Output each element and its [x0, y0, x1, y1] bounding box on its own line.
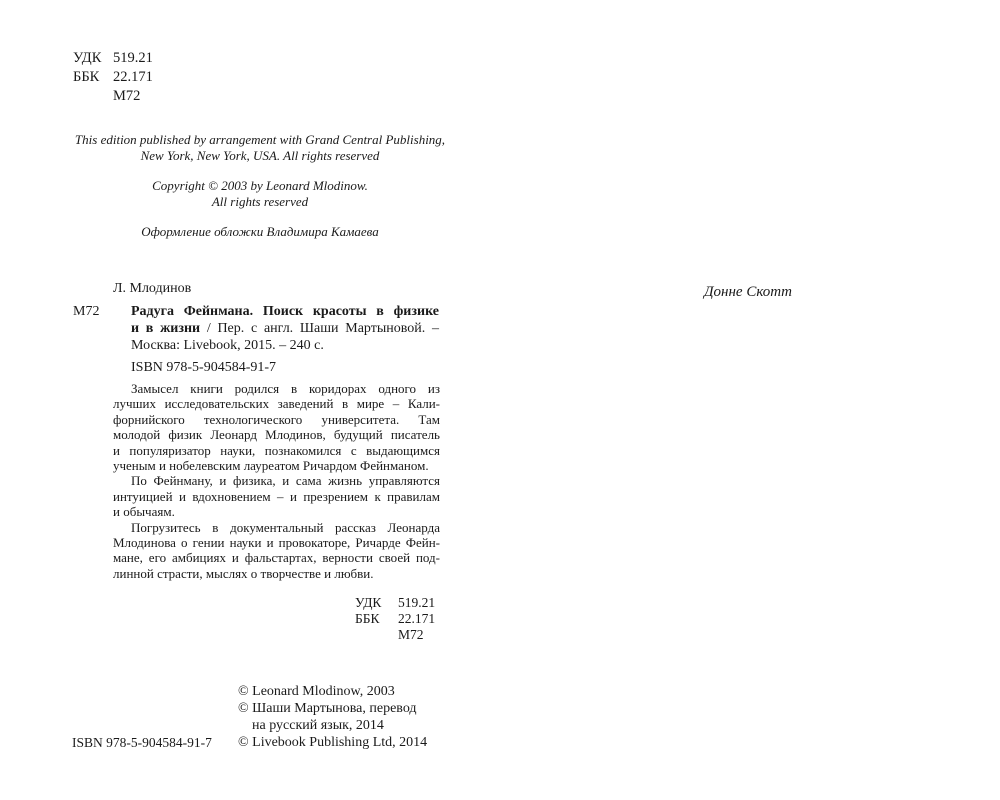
- bbk-value: 22.171: [398, 611, 436, 626]
- bbk-row: [73, 68, 153, 87]
- udk-block-top: [73, 49, 153, 106]
- card-abstract: [113, 381, 440, 581]
- bbk-value: 22.171: [113, 69, 153, 85]
- edition-note: [60, 132, 460, 164]
- author-mark-row: [355, 627, 435, 643]
- copyright-line-2: © Шаши Мартынова, перевод: [238, 701, 417, 716]
- cover-design-credit: Оформление обложки Владимира Камаева: [141, 224, 379, 239]
- abstract-line: молодой физик Леонард Млодинов, будущий писатель: [113, 427, 440, 443]
- udk-value: 519.21: [398, 595, 436, 610]
- abstract-line: форнийского технологического университета. Там: [113, 411, 440, 427]
- abstract-line: мане, его амбициях и фальстартах, верности своей под-: [113, 550, 440, 566]
- edition-note-line-2: New York, New York, USA. All rights reserved: [140, 148, 380, 163]
- abstract-line: Млодинова о гении науки и провокаторе, Ричарде Фейн-: [113, 534, 440, 550]
- abstract-line: Погрузитесь в документальный рассказ Леонарда: [131, 519, 440, 535]
- abstract-line: интуицией и вдохновением – и презрением к правилам: [113, 488, 440, 504]
- copyright-note: [60, 178, 460, 210]
- card-title-line-1: Радуга Фейнмана. Поиск красоты в физике: [131, 304, 439, 319]
- card-isbn: ISBN 978-5-904584-91-7: [131, 360, 277, 375]
- card-author: Л. Млодинов: [113, 281, 192, 296]
- udk-label: УДК: [73, 50, 102, 66]
- abstract-line: лучших исследовательских заведений в мире – Кали-: [113, 396, 440, 412]
- udk-row: [73, 49, 153, 68]
- card-code: М72: [73, 304, 100, 319]
- abstract-line: и обычаям.: [113, 504, 175, 520]
- copyright-line-1: © Leonard Mlodinow, 2003: [238, 684, 395, 699]
- bbk-label: ББК: [73, 69, 100, 85]
- abstract-line: По Фейнману, и физика, и сама жизнь управляются: [131, 473, 440, 489]
- card-title-rest: / Пер. с англ. Шаши Мартыновой. –: [200, 321, 439, 336]
- card-title-line-3: Москва: Livebook, 2015. – 240 с.: [131, 338, 324, 353]
- abstract-line: Замысел книги родился в коридорах одного из: [131, 381, 440, 396]
- edition-note-line-1: This edition published by arrangement with Grand Central Publishing,: [74, 132, 446, 147]
- dedication: Донне Скотт: [704, 284, 792, 300]
- abstract-line: линной страсти, мыслях о творчестве и любви.: [113, 565, 374, 581]
- author-mark-value: М72: [398, 627, 424, 642]
- card-title-bold-part: и в жизни: [131, 321, 201, 336]
- abstract-line: и популяризатор науки, познакомился с выдающимся: [113, 442, 440, 458]
- card-title-block: [131, 303, 439, 354]
- copyright-block: [238, 683, 427, 751]
- author-mark-row: [73, 87, 153, 106]
- bbk-label: ББК: [355, 611, 380, 626]
- abstract-line: ученым и нобелевским лауреатом Ричардом Фейнманом.: [113, 457, 429, 473]
- udk-value: 519.21: [113, 50, 153, 66]
- udk-label: УДК: [355, 595, 382, 610]
- copyright-line-4: © Livebook Publishing Ltd, 2014: [238, 735, 428, 750]
- copyright-line-3: на русский язык, 2014: [252, 718, 384, 733]
- udk-row: [355, 595, 435, 611]
- isbn-bottom: ISBN 978-5-904584-91-7: [72, 735, 212, 750]
- copyright-note-line-2: All rights reserved: [211, 194, 309, 209]
- udk-block-card: [355, 595, 435, 643]
- author-mark-value: М72: [113, 88, 141, 104]
- copyright-note-line-1: Copyright © 2003 by Leonard Mlodinow.: [152, 178, 368, 193]
- bbk-row: [355, 611, 435, 627]
- card-title-line-2: [131, 320, 439, 337]
